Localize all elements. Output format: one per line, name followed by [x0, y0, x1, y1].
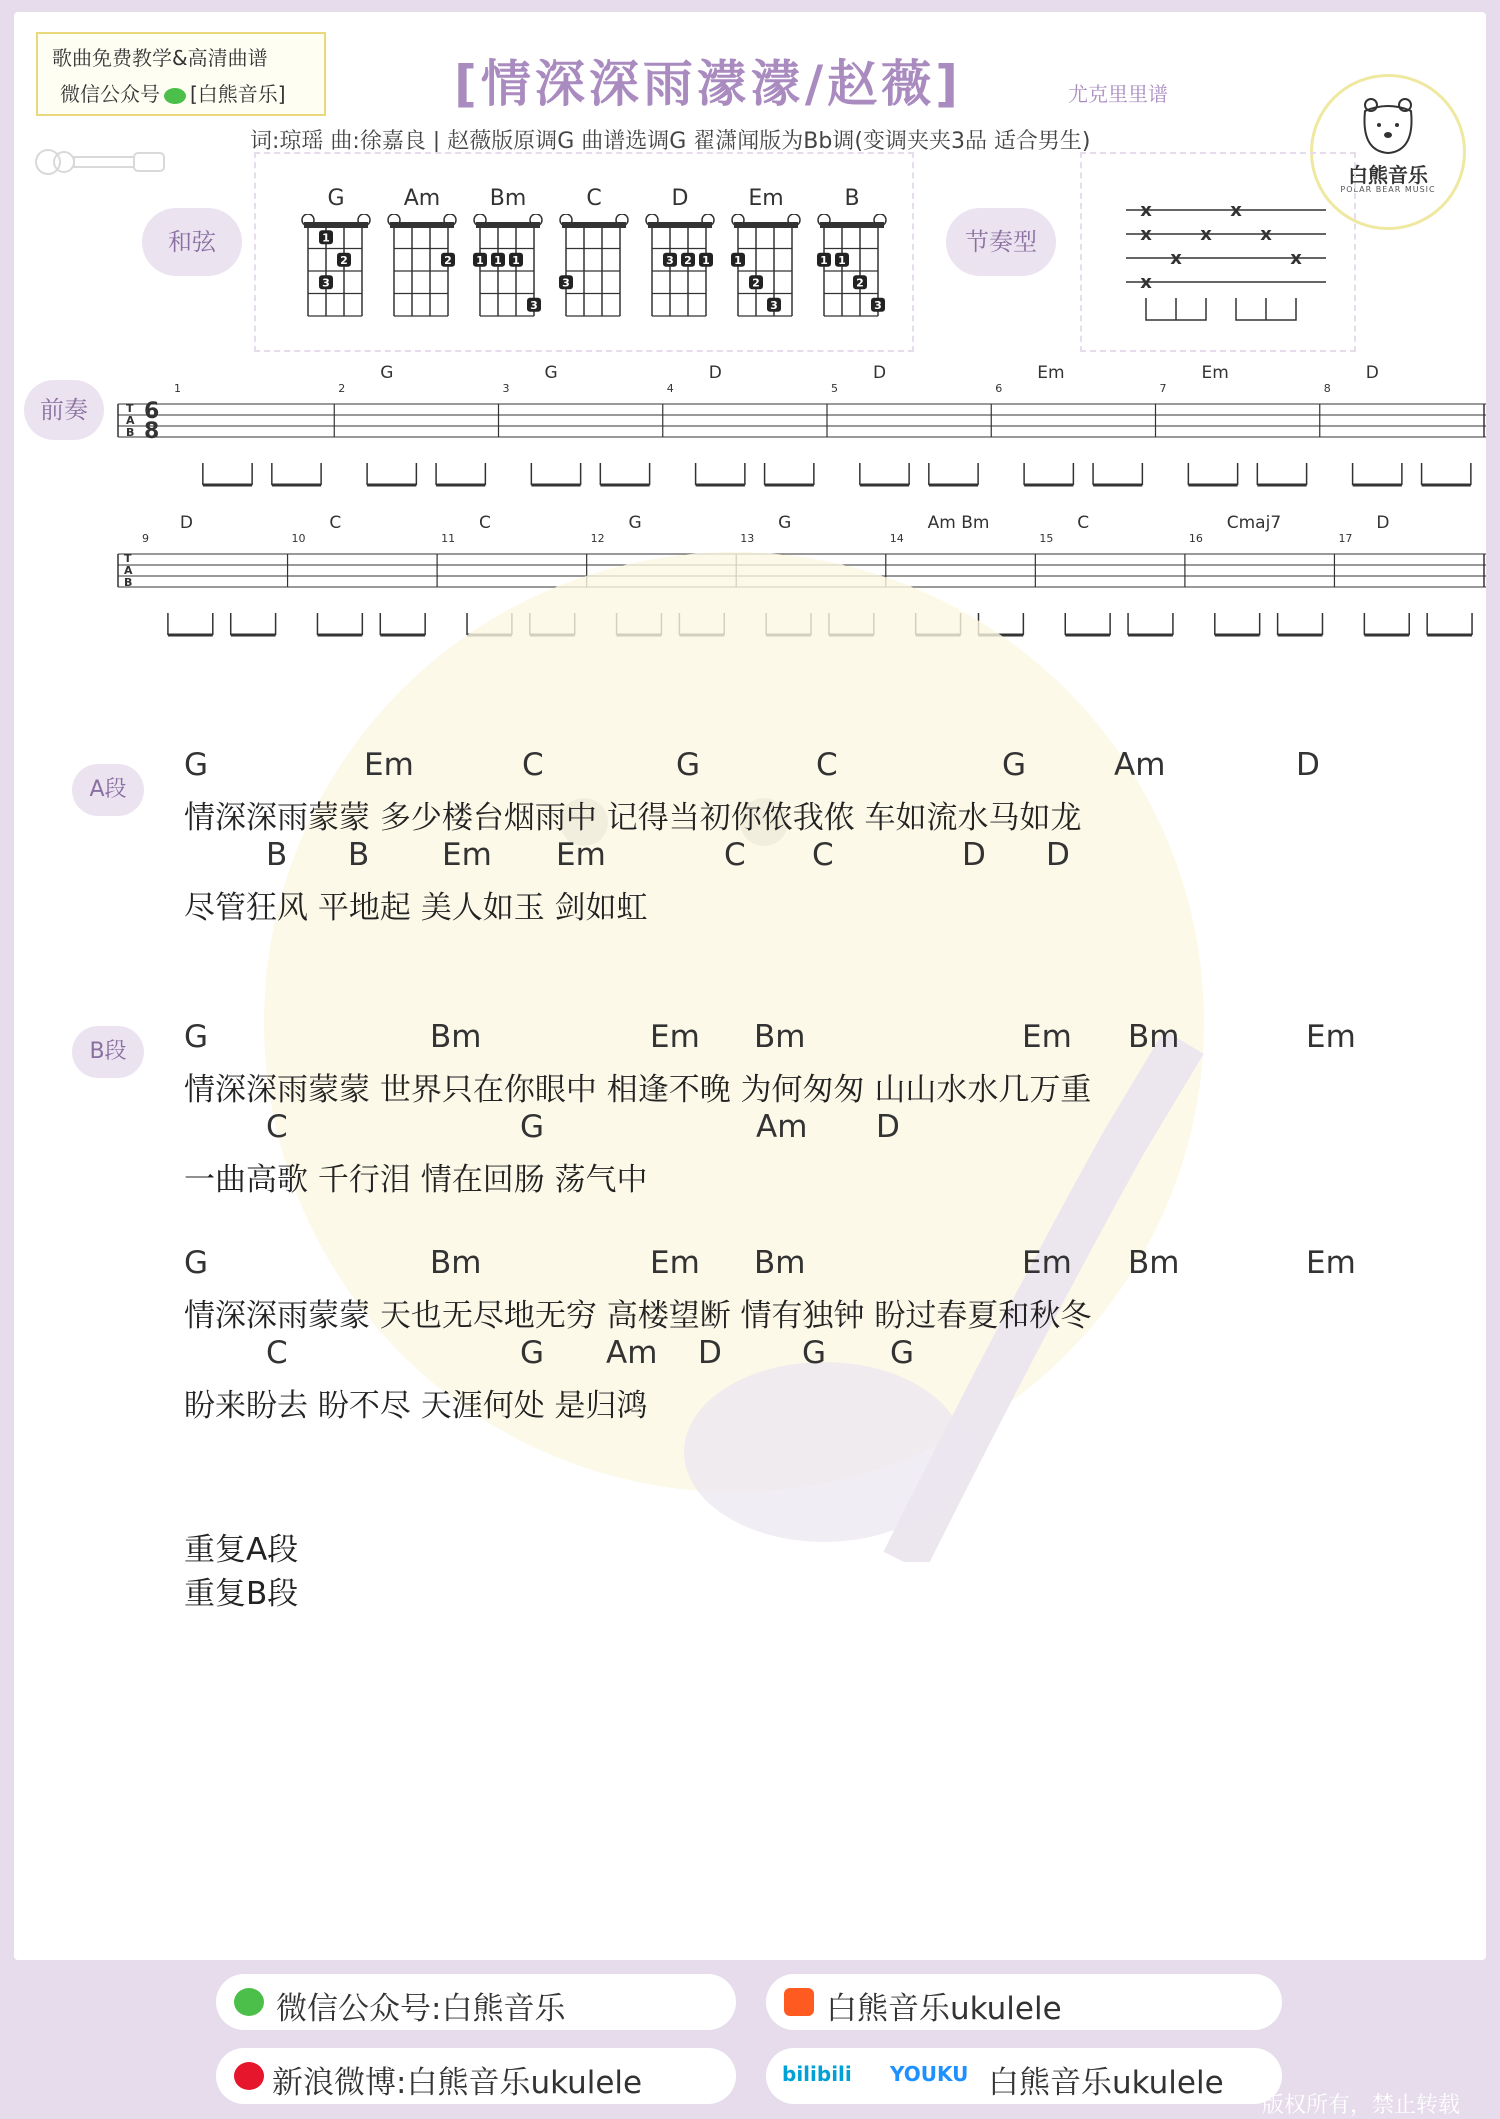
measure-chord: D	[1365, 363, 1379, 383]
chord-name: C	[586, 186, 602, 211]
logo-name: 白熊音乐	[1348, 163, 1428, 187]
svg-text:x: x	[1260, 224, 1272, 245]
chord-name: Am	[403, 186, 441, 211]
measure-number: 15	[1039, 532, 1054, 545]
fretboard	[728, 214, 804, 326]
time-sig-top: 6	[144, 399, 160, 424]
chord-symbol: C	[522, 747, 544, 783]
finger-dot	[441, 253, 455, 267]
chord-symbol: Bm	[430, 1245, 482, 1281]
chord-name: Em	[748, 186, 784, 211]
chord-symbol: Am	[756, 1109, 808, 1145]
footer-wechat[interactable]: 微信公众号:白熊音乐	[216, 1974, 736, 2030]
song-credits: 词:琼瑶 曲:徐嘉良 | 赵薇版原调G 曲谱选调G 翟潇闻版为Bb调(变调夹夹3品 适合男生)	[250, 129, 1091, 154]
fretboard	[814, 214, 890, 326]
wechat-icon	[234, 1988, 264, 2016]
measure-number: 2	[338, 382, 346, 395]
lyric-line: 情深深雨蒙蒙 世界只在你眼中 相逢不晚 为何匆匆 山山水水几万重	[184, 1072, 1092, 1108]
measure-number: 12	[590, 532, 605, 545]
svg-text:2: 2	[684, 253, 692, 267]
repeat-a: 重复A段	[184, 1532, 299, 1568]
section-a-label: A段	[72, 764, 144, 816]
strum-pattern	[1126, 198, 1346, 328]
chord-symbol: B	[348, 837, 370, 873]
intro-label: 前奏	[24, 380, 104, 440]
svg-text:x: x	[1140, 200, 1152, 221]
finger-dot	[817, 253, 831, 267]
wechat-icon	[164, 88, 186, 104]
svg-text:x: x	[1140, 224, 1152, 245]
chord-symbol: G	[184, 1019, 209, 1055]
fretboard	[298, 214, 374, 326]
promo-box	[36, 32, 326, 116]
measure-chord: G	[628, 513, 642, 533]
finger-dot	[337, 253, 351, 267]
chord-symbol: G	[184, 747, 209, 783]
chord-symbol: Em	[1022, 1019, 1072, 1055]
svg-text:1: 1	[512, 253, 520, 267]
measure-chord: Em	[1201, 363, 1229, 383]
measure-chord: C	[478, 513, 491, 533]
chord-symbol: Em	[650, 1245, 700, 1281]
tab-clef-letter: A	[126, 414, 135, 427]
tab-clef-letter: T	[124, 552, 132, 565]
finger-dot	[319, 230, 333, 244]
taobao-icon	[784, 1988, 814, 2016]
finger-dot	[473, 253, 487, 267]
measure-chord: Em	[1037, 363, 1065, 383]
chord-symbol: Bm	[1128, 1245, 1180, 1281]
measure-number: 5	[831, 382, 838, 395]
ukulele-icon	[34, 142, 174, 182]
chord-symbol: D	[698, 1335, 722, 1371]
chord-symbol: Em	[1306, 1245, 1356, 1281]
measure-number: 9	[142, 532, 149, 545]
chord-symbol: G	[676, 747, 701, 783]
svg-text:3: 3	[874, 298, 882, 312]
chord-symbol: Em	[1306, 1019, 1356, 1055]
chord-symbol: Em	[442, 837, 492, 873]
fretboard	[556, 214, 632, 326]
fretboard	[642, 214, 718, 326]
svg-text:1: 1	[702, 253, 710, 267]
chord-symbol: Bm	[430, 1019, 482, 1055]
chord-symbol: Bm	[754, 1245, 806, 1281]
promo-line-2: 微信公众号 [白熊音乐]	[60, 82, 286, 106]
svg-text:3: 3	[770, 298, 778, 312]
sheet-page	[14, 12, 1486, 1960]
logo-subtext: POLAR BEAR MUSIC	[1340, 185, 1436, 194]
chord-line	[184, 1335, 1434, 1371]
svg-text:2: 2	[340, 253, 348, 267]
finger-dot	[527, 298, 541, 312]
finger-dot	[767, 298, 781, 312]
finger-dot	[663, 253, 677, 267]
chord-symbol: Em	[1022, 1245, 1072, 1281]
chord-symbol: C	[816, 747, 838, 783]
measure-number: 14	[889, 532, 904, 545]
bilibili-icon: bilibili	[782, 2062, 852, 2086]
measure-number: 16	[1188, 532, 1203, 545]
tab-clef-letter: A	[124, 564, 133, 577]
fretboard	[384, 214, 460, 326]
measure-number: 1	[174, 382, 181, 395]
svg-text:1: 1	[322, 231, 330, 245]
chord-symbol: C	[724, 837, 746, 873]
measure-chord: D	[1376, 513, 1390, 533]
measure-chord: D	[708, 363, 722, 383]
lyric-line: 一曲高歌 千行泪 情在回肠 荡气中	[184, 1162, 648, 1198]
chord-symbol: C	[266, 1109, 288, 1145]
chord-symbol: Bm	[1128, 1019, 1180, 1055]
chord-symbol: C	[266, 1335, 288, 1371]
lyric-line: 情深深雨蒙蒙 天也无尽地无穷 高楼望断 情有独钟 盼过春夏和秋冬	[184, 1298, 1092, 1334]
chord-diagram-am	[384, 186, 460, 328]
svg-text:3: 3	[562, 276, 570, 290]
lyric-line: 尽管狂风 平地起 美人如玉 剑如虹	[184, 890, 648, 926]
chord-line	[184, 1109, 1434, 1145]
chord-name: G	[327, 186, 345, 211]
measure-number: 7	[1159, 382, 1167, 395]
svg-text:x: x	[1290, 248, 1302, 269]
svg-text:3: 3	[530, 298, 538, 312]
chord-symbol: C	[812, 837, 834, 873]
repeat-b: 重复B段	[184, 1576, 299, 1612]
svg-text:3: 3	[666, 253, 674, 267]
chord-symbol: G	[890, 1335, 915, 1371]
measure-number: 13	[740, 532, 755, 545]
measure-chord: Cmaj7	[1226, 513, 1282, 533]
chord-symbol: Am	[606, 1335, 658, 1371]
chord-diagram-bm	[470, 186, 546, 328]
measure-number: 10	[291, 532, 306, 545]
tab-staff	[110, 354, 1486, 518]
chord-symbol: Em	[364, 747, 414, 783]
strum-label: 节奏型	[946, 208, 1056, 276]
measure-chord: G	[380, 363, 394, 383]
svg-text:2: 2	[444, 253, 452, 267]
chord-symbol: Bm	[754, 1019, 806, 1055]
svg-text:2: 2	[752, 276, 760, 290]
svg-text:1: 1	[476, 253, 484, 267]
measure-number: 6	[995, 382, 1003, 395]
chord-label: 和弦	[142, 208, 242, 276]
lyric-line: 盼来盼去 盼不尽 天涯何处 是归鸿	[184, 1388, 648, 1424]
chord-symbol: D	[1046, 837, 1070, 873]
copyright-notice: 版权所有，禁止转载	[1261, 2093, 1460, 2118]
time-sig-bottom: 8	[144, 419, 160, 444]
chord-symbol: G	[520, 1335, 545, 1371]
chord-symbol: D	[962, 837, 986, 873]
measure-chord: Am Bm	[927, 513, 990, 533]
chord-symbol: Em	[650, 1019, 700, 1055]
tab-clef-letter: B	[126, 426, 135, 439]
chord-diagram-b	[814, 186, 890, 328]
measure-chord: D	[179, 513, 193, 533]
footer-weibo[interactable]: 新浪微博:白熊音乐ukulele	[216, 2048, 736, 2104]
measure-chord: C	[1077, 513, 1090, 533]
svg-text:x: x	[1140, 272, 1152, 293]
tab-row-1	[110, 354, 1486, 518]
chord-symbol: Em	[556, 837, 606, 873]
chord-diagram-d	[642, 186, 718, 328]
chord-symbol: D	[876, 1109, 900, 1145]
chord-symbol: G	[520, 1109, 545, 1145]
subtitle-tag: 尤克里里谱	[1068, 82, 1168, 106]
chord-diagram-c	[556, 186, 632, 328]
measure-chord: D	[872, 363, 887, 383]
chord-diagram-g	[298, 186, 374, 328]
chord-symbol: G	[184, 1245, 209, 1281]
finger-dot	[835, 253, 849, 267]
chord-symbol: G	[802, 1335, 827, 1371]
svg-text:2: 2	[856, 276, 864, 290]
chord-diagram-em	[728, 186, 804, 328]
measure-chord: C	[329, 513, 342, 533]
svg-text:1: 1	[820, 253, 828, 267]
chord-name: D	[671, 186, 689, 211]
finger-dot	[681, 253, 695, 267]
chord-line	[184, 837, 1434, 873]
chord-name: B	[844, 186, 860, 211]
tab-clef-letter: T	[126, 402, 134, 415]
measure-number: 4	[666, 382, 674, 395]
tab-clef-letter: B	[124, 576, 133, 589]
chord-symbol: G	[1002, 747, 1027, 783]
promo-line-1: 歌曲免费教学&高清曲谱	[52, 46, 268, 70]
fretboard	[470, 214, 546, 326]
svg-text:1: 1	[838, 253, 846, 267]
finger-dot	[699, 253, 713, 267]
section-b-label: B段	[72, 1026, 144, 1078]
chord-line	[184, 1019, 1434, 1055]
chord-symbol: Am	[1114, 747, 1166, 783]
youku-icon: YOUKU	[890, 2062, 969, 2086]
svg-text:x: x	[1200, 224, 1212, 245]
svg-text:1: 1	[494, 253, 502, 267]
finger-dot	[871, 298, 885, 312]
finger-dot	[853, 275, 867, 289]
finger-dot	[559, 275, 573, 289]
svg-text:x: x	[1170, 248, 1182, 269]
measure-number: 8	[1323, 382, 1331, 395]
chord-line	[184, 1245, 1434, 1281]
finger-dot	[319, 275, 333, 289]
measure-number: 17	[1338, 532, 1353, 545]
finger-dot	[731, 253, 745, 267]
weibo-icon	[234, 2062, 264, 2090]
svg-text:x: x	[1230, 200, 1242, 221]
chord-line	[184, 747, 1434, 783]
svg-text:3: 3	[322, 276, 330, 290]
chord-symbol: D	[1296, 747, 1320, 783]
footer-video[interactable]: bilibili YOUKU 白熊音乐ukulele	[766, 2048, 1282, 2104]
measure-chord: G	[778, 513, 792, 533]
chord-name: Bm	[489, 186, 527, 211]
song-title: [情深深雨濛濛/赵薇]	[454, 55, 962, 113]
bear-icon	[1313, 77, 1463, 157]
lyric-line: 情深深雨蒙蒙 多少楼台烟雨中 记得当初你侬我侬 车如流水马如龙	[184, 800, 1082, 836]
finger-dot	[509, 253, 523, 267]
measure-chord: G	[544, 363, 558, 383]
finger-dot	[491, 253, 505, 267]
measure-number: 11	[441, 532, 456, 545]
finger-dot	[749, 275, 763, 289]
measure-number: 3	[502, 382, 510, 395]
footer-taobao[interactable]: 白熊音乐ukulele	[766, 1974, 1282, 2030]
chord-symbol: B	[266, 837, 288, 873]
svg-text:1: 1	[734, 253, 742, 267]
